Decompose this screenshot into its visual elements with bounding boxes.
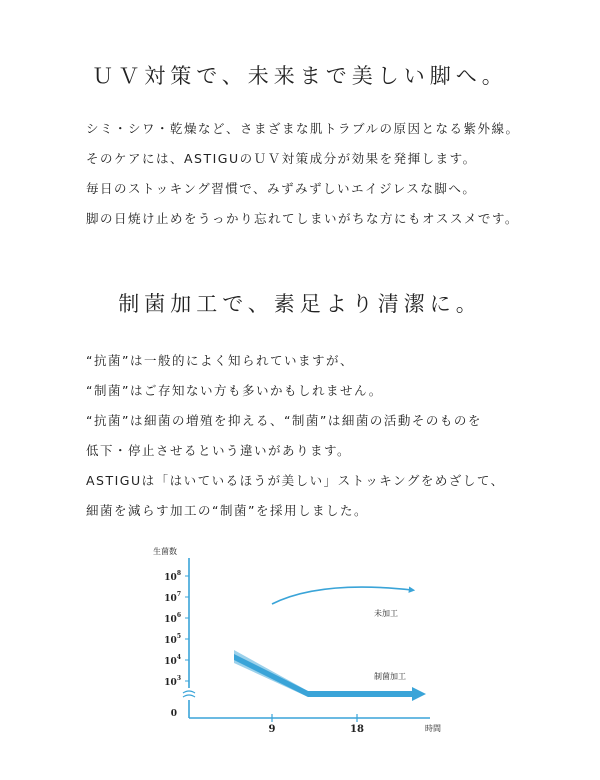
y-tick-exponent: 6 [176,612,181,619]
y-tick-exponent: 5 [176,633,181,640]
y-tick-label: 0 [170,709,177,719]
y-tick-label: $10^7$ [164,591,181,604]
section2-line: 細菌を減らす加工の“制菌”を採用しました。 [86,503,368,518]
series-untreated-label: 未加工 [374,609,398,618]
series-treated-label: 制菌加工 [374,672,406,681]
bacteria-chart-svg [150,540,450,740]
x-axis-label: 時間 [425,724,441,733]
series-treated-tail [308,691,412,697]
y-tick-label: $10^6$ [164,612,181,625]
y-tick-label: $10^4$ [164,654,181,667]
section2-line: ASTIGUは「はいているほうが美しい」ストッキングをめざして、 [86,473,505,488]
section1-line: そのケアには、ASTIGUのＵＶ対策成分が効果を発揮します。 [86,151,477,166]
y-tick-label: $10^8$ [164,570,181,583]
y-tick-exponent: 7 [176,591,181,598]
y-tick-label: $10^3$ [164,675,181,688]
series-untreated-line [272,587,412,604]
y-axis-label: 生菌数 [153,547,177,556]
section2-line: “抗菌”は一般的によく知られていますが、 [86,353,354,368]
section1-line: シミ・シワ・乾燥など、さまざまな肌トラブルの原因となる紫外線。 [86,121,520,136]
series-treated-line [234,654,308,697]
section1-line: 脚の日焼け止めをうっかり忘れてしまいがちな方にもオススメです。 [86,211,519,226]
section2-text [86,346,566,526]
x-tick-label: 18 [350,724,364,735]
y-tick-label: $10^5$ [164,633,181,646]
y-tick-exponent: 8 [176,570,181,577]
series-treated-arrowhead [412,687,426,701]
x-tick-label: 9 [268,724,276,735]
section2-line: “抗菌”は細菌の増殖を抑える、“制菌”は細菌の活動そのものを [86,413,482,428]
section2-line: 低下・停止させるという違いがあります。 [86,443,352,458]
axis-break [183,691,195,697]
section2-line: “制菌”はご存知ない方も多いかもしれません。 [86,383,383,398]
section1-heading: ＵＶ対策で、未来まで美しい脚へ。 [92,64,508,88]
y-tick-exponent: 3 [176,675,181,682]
section2-heading: 制菌加工で、素足より清潔に。 [118,292,482,316]
section1-text [86,114,566,234]
section1-line: 毎日のストッキング習慣で、みずみずしいエイジレスな脚へ。 [86,181,477,196]
y-tick-exponent: 4 [176,654,181,661]
bacteria-chart [150,540,450,740]
